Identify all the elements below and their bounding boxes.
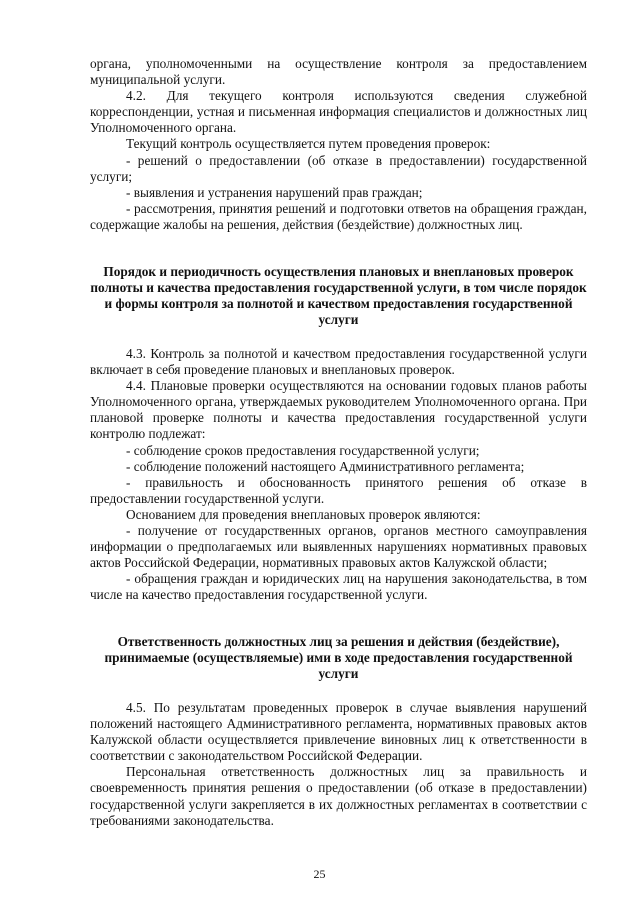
- page-number: 25: [313, 867, 326, 881]
- paragraph: органа, уполномоченными на осуществление контроля за предоставлением муниципальной услуги.: [90, 56, 587, 88]
- section-heading-1: [90, 264, 587, 328]
- section-2: [90, 700, 587, 829]
- list-item: - соблюдение положений настоящего Административного регламента;: [126, 458, 525, 474]
- list-item: - получение от государственных органов, органов местного самоуправления информации о предполагаемых или выявленных нарушениях нормативных правовых актов Российской Федерации, нормативных правовых актов Калужской области;: [90, 523, 587, 571]
- paragraph: Персональная ответственность должностных лиц за правильность и своевременность принятия решения о предоставлении (об отказе в предоставлении) государственной услуги закрепляется в их должностных регламентах в соответствии с требованиями законодательства.: [90, 764, 587, 828]
- paragraph: 4.3. Контроль за полнотой и качеством предоставления государственной услуги включает в себя проведение плановых и внеплановых проверок.: [90, 346, 587, 378]
- intro-section: [90, 56, 587, 233]
- list-item: - правильность и обоснованность принятого решения об отказе в предоставлении государственной услуги.: [90, 474, 587, 506]
- paragraph: 4.5. По результатам проведенных проверок в случае выявления нарушений положений настоящего Административного регламента, нормативных правовых актов Калужской области осуществляется привлечение виновных лиц к ответственности в соответствии с законодательством Российской Федерации.: [90, 700, 587, 764]
- paragraph: Основанием для проведения внеплановых проверок являются:: [126, 506, 481, 522]
- list-item: - соблюдение сроков предоставления государственной услуги;: [126, 442, 480, 458]
- section-heading-2: [90, 634, 587, 682]
- section-1: [90, 346, 587, 604]
- heading-text: Ответственность должностных лиц за решения и действия (бездействие), принимаемые (осуществляемые) ими в ходе предоставления государственной услуги: [104, 634, 573, 682]
- paragraph: Текущий контроль осуществляется путем проведения проверок:: [126, 136, 491, 152]
- list-item: - решений о предоставлении (об отказе в предоставлении) государственной услуги;: [90, 152, 587, 184]
- list-item: - обращения граждан и юридических лиц на нарушения законодательства, в том числе на качество предоставления государственной услуги.: [90, 571, 587, 603]
- paragraph: 4.4. Плановые проверки осуществляются на основании годовых планов работы Уполномоченного органа, утверждаемых руководителем Уполномоченного органа. При плановой проверке полноты и качества предоставления государственной услуги контролю подлежат:: [90, 378, 587, 442]
- list-item: - выявления и устранения нарушений прав граждан;: [126, 184, 423, 200]
- list-item: - рассмотрения, принятия решений и подготовки ответов на обращения граждан, содержащие жалобы на решения, действия (бездействие) должностных лиц.: [90, 200, 587, 232]
- heading-text: Порядок и периодичность осуществления плановых и внеплановых проверок полноты и качества предоставления государственной услуги, в том числе порядок и формы контроля за полнотой и качеством предоставления государственной услуги: [90, 264, 587, 328]
- paragraph: 4.2. Для текущего контроля используются сведения служебной корреспонденции, устная и письменная информация специалистов и должностных лиц Уполномоченного органа.: [90, 88, 587, 136]
